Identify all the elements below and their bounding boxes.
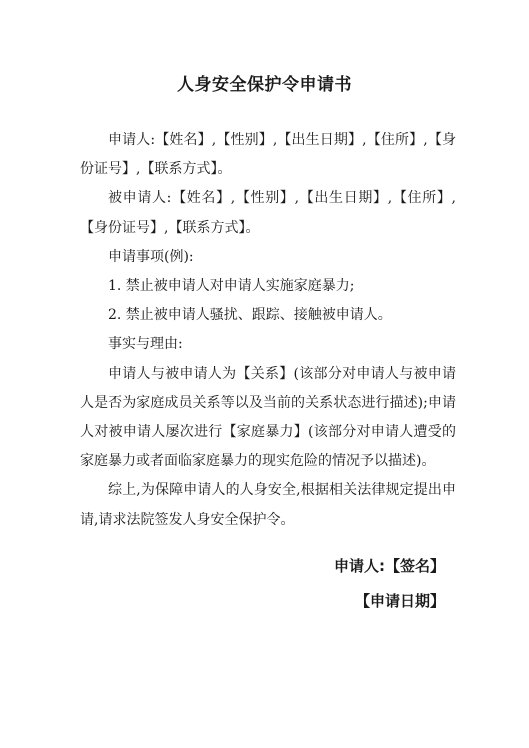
facts-heading: 事实与理由: (108, 336, 183, 353)
application-date: 【申请日期】 (354, 592, 445, 610)
matter-item: 1. 禁止被申请人对申请人实施家庭暴力; (108, 278, 355, 295)
applicant-paragraph: 申请人:【姓名】,【性别】,【出生日期】,【住所】,【身份证号】,【联系方式】。 (80, 132, 456, 178)
applicant-signature: 申请人:【签名】 (334, 557, 445, 575)
matters-heading: 申请事项(例): (108, 248, 194, 265)
facts-paragraph: 申请人与被申请人为【关系】(该部分对申请人与被申请人是否为家庭成员关系等以及当前的关系状态进行描述);申请人对被申请人屡次进行【家庭暴力】(该部分对申请人遭受的家庭暴力或者面临家庭暴力的现实危险的情况予以描述)。 (80, 365, 456, 470)
document-title: 人身安全保护令申请书 (177, 75, 352, 95)
respondent-paragraph: 被申请人:【姓名】,【性别】,【出生日期】,【住所】,【身份证号】,【联系方式】。 (80, 190, 456, 236)
conclusion-paragraph: 综上,为保障申请人的人身安全,根据相关法律规定提出申请,请求法院签发人身安全保护令。 (80, 482, 456, 528)
document-body (80, 126, 456, 535)
matter-item: 2. 禁止被申请人骚扰、跟踪、接触被申请人。 (108, 307, 392, 324)
